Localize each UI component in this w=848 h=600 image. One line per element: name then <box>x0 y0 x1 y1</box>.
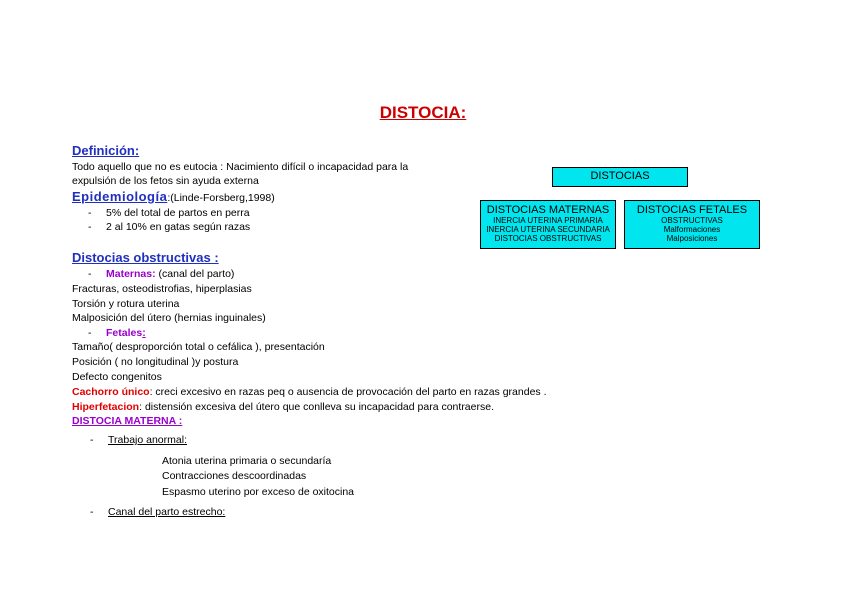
list-item: Malposición del útero (hernias inguinales) <box>72 312 266 324</box>
list-item: Posición ( no longitudinal )y postura <box>72 356 239 368</box>
list-item: Contracciones descoordinadas <box>162 470 307 482</box>
epidemiologia-heading: Epidemiología <box>72 189 168 204</box>
cachorro-line: Cachorro único: creci excesivo en razas peq o ausencia de provocación del parto en razas grandes . <box>72 386 547 398</box>
epidemiologia-line <box>72 190 275 205</box>
diagram-maternas-box: DISTOCIAS MATERNAS INERCIA UTERINA PRIMARIA INERCIA UTERINA SECUNDARIA DISTOCIAS OBSTRUCTIVAS <box>480 200 616 249</box>
definicion-line-1: Todo aquello que no es eutocia : Nacimiento difícil o incapacidad para la <box>72 161 409 173</box>
list-item: Torsión y rotura uterina <box>72 298 180 310</box>
list-item: - 5% del total de partos en perra <box>88 207 250 219</box>
list-item: Fracturas, osteodistrofias, hiperplasias <box>72 283 252 295</box>
hiperfetacion-line: Hiperfetacion: distensión excesiva del útero que conlleva su incapacidad para contraerse. <box>72 401 494 413</box>
diagram-fetales-box: DISTOCIAS FETALES OBSTRUCTIVAS Malformaciones Malposiciones <box>624 200 760 249</box>
list-item: Espasmo uterino por exceso de oxitocina <box>162 486 355 498</box>
obstructivas-heading: Distocias obstructivas : <box>72 250 219 265</box>
page-title: DISTOCIA: <box>379 103 467 122</box>
list-item: Tamaño( desproporción total o cefálica ), presentación <box>72 341 325 353</box>
list-item: Atonia uterina primaria o secundaría <box>162 455 332 467</box>
maternas-subheading: - Maternas: (canal del parto) <box>88 268 235 280</box>
list-item: - 2 al 10% en gatas según razas <box>88 221 251 233</box>
diagram-root-box: DISTOCIAS <box>552 167 688 187</box>
trabajo-item: - Trabajo anormal: <box>90 434 187 446</box>
list-item: Defecto congenitos <box>72 371 162 383</box>
canal-item: - Canal del parto estrecho: <box>90 506 226 518</box>
definicion-line-2: expulsión de los fetos sin ayuda externa <box>72 175 259 187</box>
definicion-heading: Definición: <box>72 143 140 158</box>
materna-heading: DISTOCIA MATERNA : <box>72 415 183 427</box>
fetales-subheading: - Fetales: <box>88 327 146 339</box>
epidemiologia-source: :(Linde-Forsberg,1998) <box>167 192 275 204</box>
